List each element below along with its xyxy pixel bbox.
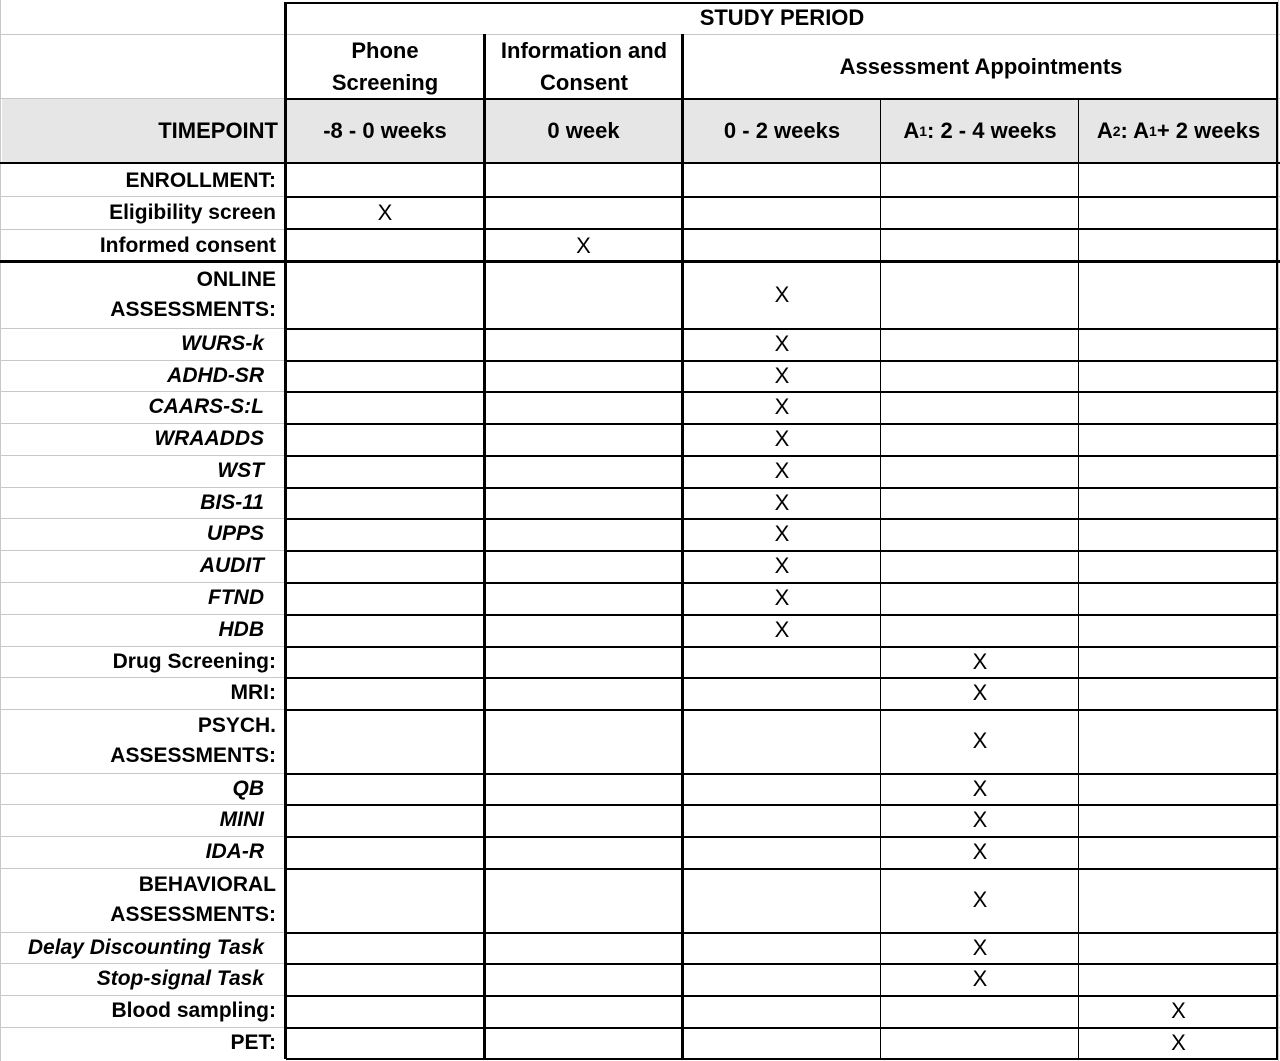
row-label: ENROLLMENT: xyxy=(125,168,276,192)
timepoint-label: TIMEPOINT xyxy=(158,117,278,143)
grid-line xyxy=(1078,98,1079,1059)
schedule-mark: X xyxy=(774,553,790,578)
grid-line xyxy=(286,196,1278,198)
grid-line xyxy=(1278,0,1279,1061)
grid-line xyxy=(286,868,1278,870)
row-label: MINI xyxy=(219,808,264,831)
row-label: BEHAVIORAL ASSESSMENTS: xyxy=(110,873,276,926)
schedule-mark: X xyxy=(774,617,790,642)
schedule-mark: X xyxy=(774,362,790,388)
grid-line xyxy=(286,455,1278,457)
grid-line xyxy=(286,2,1278,4)
schedule-mark: X xyxy=(972,807,988,832)
schedule-mark: X xyxy=(972,887,988,912)
schedule-mark: X xyxy=(972,775,988,801)
schedule-mark: X xyxy=(377,200,393,225)
grid-line xyxy=(286,98,1278,100)
schedule-mark: X xyxy=(972,966,988,991)
row-label: QB xyxy=(232,776,264,800)
row-label: Eligibility screen xyxy=(109,201,276,224)
row-label: HDB xyxy=(218,618,264,641)
grid-line xyxy=(681,34,684,1059)
schedule-mark: X xyxy=(972,680,988,705)
row-label: CAARS-S:L xyxy=(148,395,264,418)
assessment-appointments-header: Assessment Appointments xyxy=(839,53,1123,79)
row-label: Stop-signal Task xyxy=(96,967,264,990)
schedule-mark: X xyxy=(1171,998,1186,1023)
row-label: WRAADDS xyxy=(154,427,264,450)
schedule-mark: X xyxy=(774,394,790,419)
schedule-mark: X xyxy=(774,331,790,356)
grid-line xyxy=(286,391,1278,393)
row-label: ONLINE ASSESSMENTS: xyxy=(110,268,276,321)
grid-line xyxy=(0,162,1280,164)
grid-line xyxy=(880,98,881,1059)
study-period-header: STUDY PERIOD xyxy=(699,5,865,30)
schedule-mark: X xyxy=(774,282,790,307)
row-label: Informed consent xyxy=(99,233,276,257)
grid-line xyxy=(286,360,1278,362)
row-label: BIS-11 xyxy=(200,490,264,514)
row-label: WST xyxy=(217,459,264,482)
grid-line xyxy=(286,487,1278,489)
timepoint-3: 0 - 2 weeks xyxy=(723,117,841,143)
row-label: FTND xyxy=(208,586,264,609)
grid-line xyxy=(1276,2,1278,1059)
grid-line xyxy=(286,328,1278,330)
grid-line xyxy=(286,963,1278,965)
grid-line xyxy=(286,423,1278,425)
schedule-mark: X xyxy=(774,426,790,451)
grid-line xyxy=(286,1027,1278,1029)
timepoint-5: A 2 : A 1 + 2 weeks xyxy=(1096,117,1261,143)
grid-line xyxy=(483,34,486,1059)
timepoint-1: -8 - 0 weeks xyxy=(323,117,447,143)
grid-line xyxy=(284,2,287,1059)
grid-line xyxy=(286,518,1278,520)
schedule-mark: X xyxy=(972,728,988,753)
schedule-mark: X xyxy=(1171,1029,1186,1055)
row-label: Delay Discounting Task xyxy=(27,935,264,959)
grid-line xyxy=(286,582,1278,584)
schedule-mark: X xyxy=(774,521,790,546)
grid-line xyxy=(286,646,1278,648)
grid-line xyxy=(286,804,1278,806)
grid-line xyxy=(286,932,1278,934)
grid-line xyxy=(286,228,1278,230)
grid-line xyxy=(286,677,1278,679)
grid-line xyxy=(286,1058,1278,1060)
schedule-mark: X xyxy=(972,648,988,674)
grid-line xyxy=(286,836,1278,838)
row-label: IDA-R xyxy=(205,840,264,863)
grid-line xyxy=(286,773,1278,775)
row-label: UPPS xyxy=(206,522,264,545)
grid-line xyxy=(286,995,1278,997)
row-label: MRI: xyxy=(230,681,276,704)
row-label: AUDIT xyxy=(199,554,264,577)
row-label: PSYCH. ASSESSMENTS: xyxy=(110,714,276,767)
grid-line xyxy=(286,709,1278,711)
row-label: WURS-k xyxy=(181,332,264,355)
row-label: Drug Screening: xyxy=(112,649,276,673)
timepoint-4: A 1 : 2 - 4 weeks xyxy=(903,117,1057,143)
row-label: Blood sampling: xyxy=(111,999,276,1022)
grid-line xyxy=(0,0,1,1061)
information-consent-header: Information and Consent xyxy=(500,37,668,95)
grid-line xyxy=(286,614,1278,616)
schedule-mark: X xyxy=(774,489,790,515)
grid-line xyxy=(0,260,1280,263)
timepoint-2: 0 week xyxy=(547,117,620,143)
schedule-mark: X xyxy=(576,232,591,258)
schedule-mark: X xyxy=(774,585,790,610)
schedule-mark: X xyxy=(972,934,988,960)
grid-line xyxy=(0,34,1280,35)
schedule-mark: X xyxy=(972,839,988,864)
schedule-mark: X xyxy=(774,458,790,483)
row-label: ADHD-SR xyxy=(167,363,264,387)
grid-line xyxy=(286,550,1278,552)
row-label: PET: xyxy=(230,1030,276,1054)
phone-screening-header: Phone Screening xyxy=(331,37,439,95)
